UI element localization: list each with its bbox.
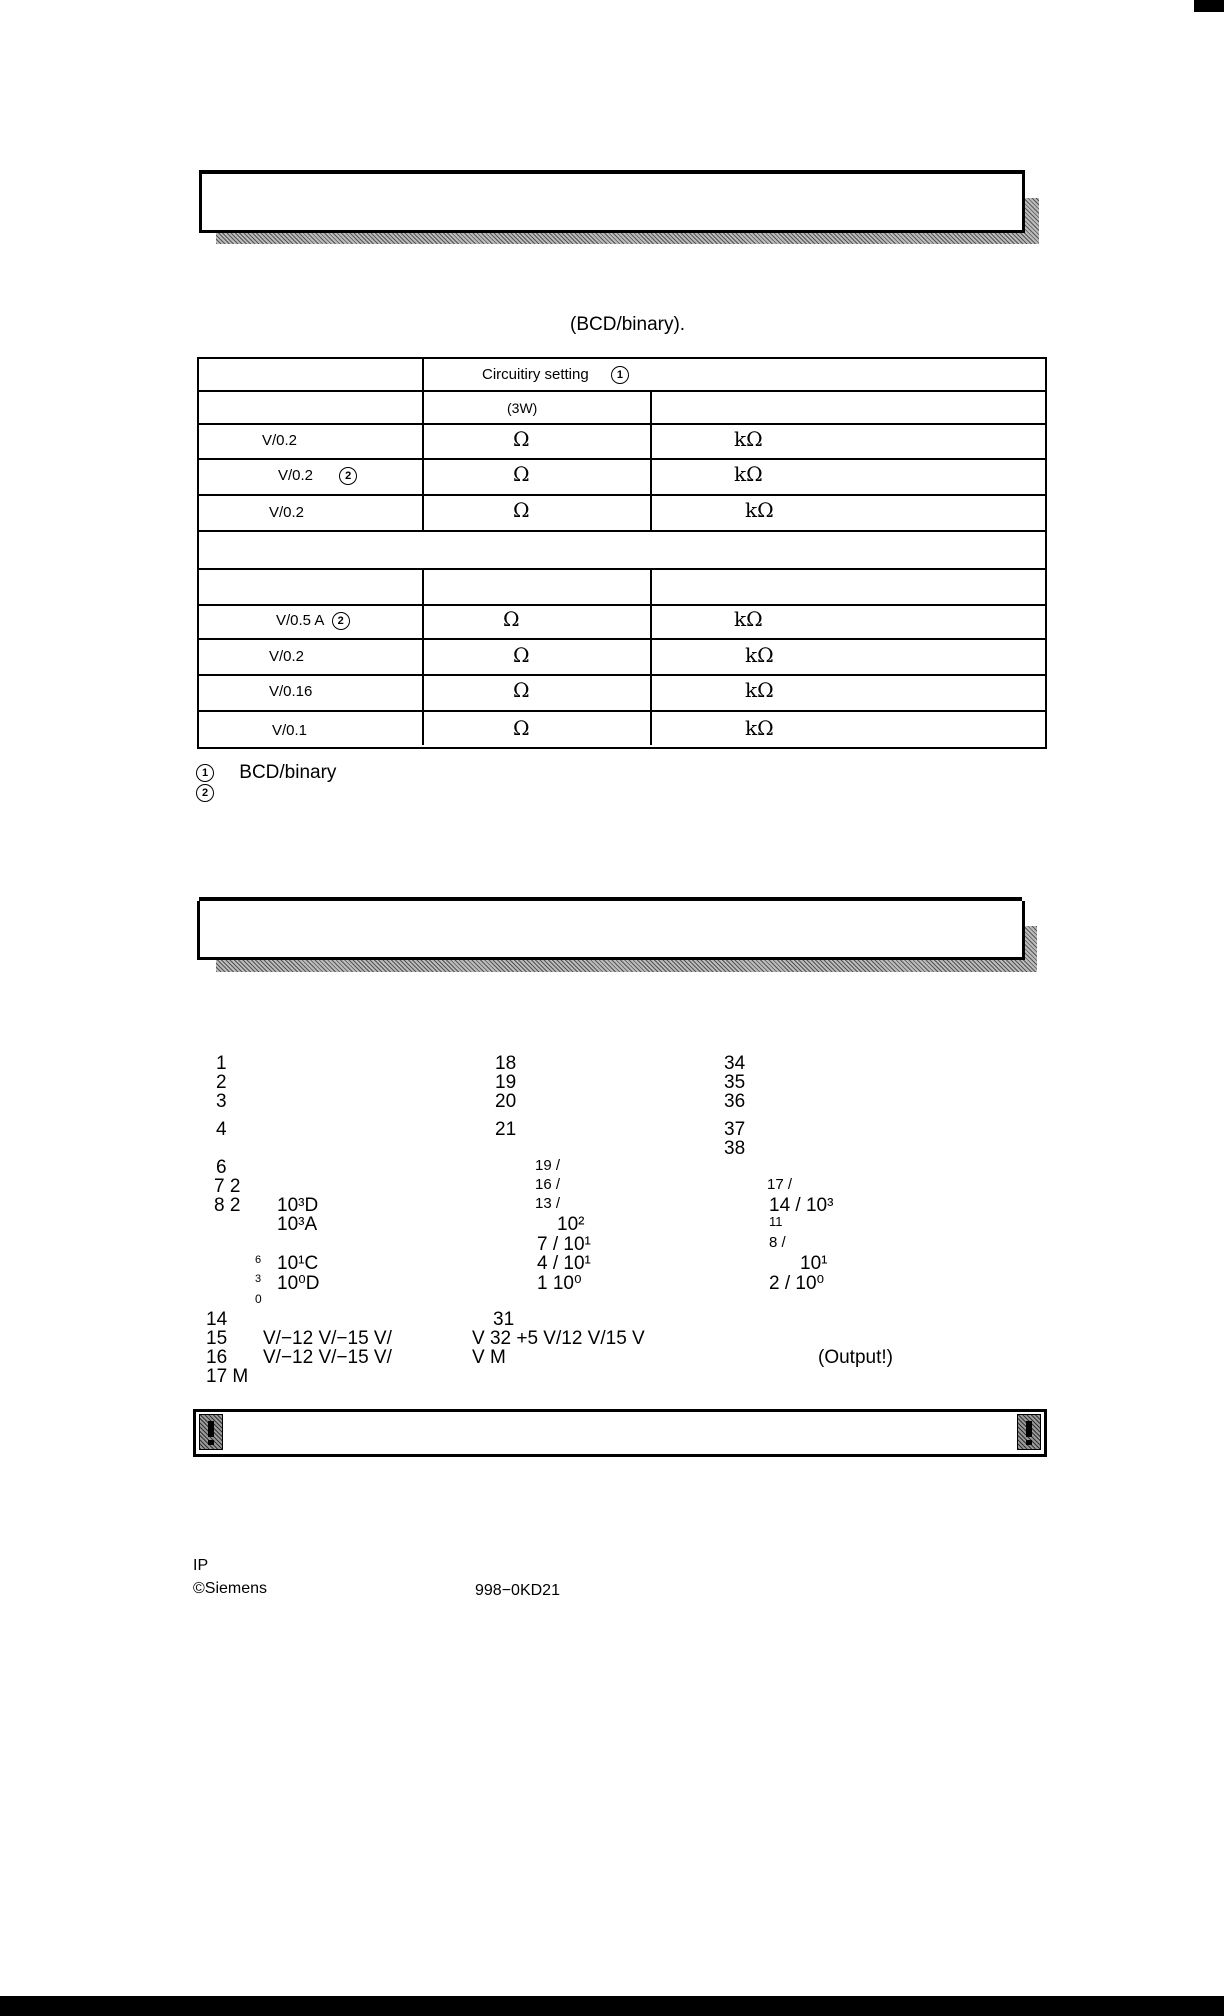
ohm-value: Ω — [513, 427, 530, 451]
row-label: V/0.1 — [272, 722, 308, 739]
footnote-1-marker: 1 — [611, 366, 629, 384]
pin-number: 4 — [216, 1119, 227, 1140]
kohm-value: kΩ — [745, 678, 774, 702]
pin-value: 11 — [769, 1214, 783, 1229]
row-label: V/0.2 — [269, 648, 305, 665]
ohm-value: Ω — [513, 643, 530, 667]
pin-value: 10² — [557, 1214, 585, 1235]
ohm-value: Ω — [513, 462, 530, 486]
pin-value: V/−12 V/−15 V/ — [263, 1347, 392, 1368]
pin-number: 3 — [216, 1091, 227, 1112]
pin-value: 0 — [255, 1292, 262, 1306]
footnote-2-marker: 2 — [196, 784, 214, 802]
pin-number: 16 — [206, 1347, 228, 1368]
row-label: V/0.5 A 2 — [276, 612, 350, 630]
pin-value: 1 10⁰ — [537, 1273, 582, 1294]
pin-value: 10⁰D — [277, 1273, 320, 1294]
pin-number: 18 — [495, 1053, 517, 1074]
pin-value: 8 / — [769, 1234, 786, 1251]
pin-value: 19 / — [535, 1157, 561, 1174]
pin-value: 7 / 10¹ — [537, 1234, 591, 1255]
pin-value: V 32 +5 V/12 V/15 V — [472, 1328, 645, 1349]
kohm-value: kΩ — [734, 607, 763, 631]
pin-number: 14 — [206, 1309, 228, 1330]
pin-value: 10¹C — [277, 1253, 319, 1274]
footnote-1-text: BCD/binary — [239, 762, 337, 783]
footer-ip: IP — [193, 1557, 209, 1574]
kohm-value: kΩ — [734, 462, 763, 486]
pin-number: 36 — [724, 1091, 746, 1112]
page-corner-mark — [1194, 0, 1224, 12]
pin-number: 17 M — [206, 1366, 249, 1387]
kohm-value: kΩ — [745, 498, 774, 522]
pin-value: 6 — [255, 1254, 262, 1266]
pin-number: 2 — [216, 1072, 227, 1093]
table-subheader: (3W) — [507, 400, 538, 416]
footnote-2-marker: 2 — [332, 612, 350, 630]
pin-number: 19 — [495, 1072, 517, 1093]
row-label: V/0.2 — [269, 504, 305, 521]
footer-copyright: ©Siemens — [193, 1580, 268, 1597]
footnote-1 — [196, 762, 336, 784]
pin-value: 10³A — [277, 1214, 318, 1235]
footer-order-number: 998−0KD21 — [475, 1582, 560, 1599]
pin-number: 21 — [495, 1119, 517, 1140]
kohm-value: kΩ — [745, 716, 774, 740]
row-label: V/0.16 — [269, 683, 313, 700]
footnote-1-marker: 1 — [196, 764, 214, 782]
pin-number: 37 — [724, 1119, 746, 1140]
footnote-2 — [196, 782, 214, 804]
ohm-value: Ω — [513, 678, 530, 702]
kohm-value: kΩ — [745, 643, 774, 667]
ohm-value: Ω — [513, 716, 530, 740]
pin-value: 17 / — [767, 1176, 793, 1193]
table-header-label: Circuitiry setting 1 — [482, 366, 629, 384]
pin-value: 10¹ — [800, 1253, 828, 1274]
ohm-value: Ω — [503, 607, 520, 631]
pin-value: V M — [472, 1347, 506, 1368]
pin-value: 13 / — [535, 1195, 561, 1212]
kohm-value: kΩ — [734, 427, 763, 451]
page-bottom-bar — [0, 1996, 1224, 2016]
pin-number: 34 — [724, 1053, 746, 1074]
warning-bar — [193, 1409, 1047, 1457]
pin-value: 4 / 10¹ — [537, 1253, 591, 1274]
pin-value: 3 — [255, 1273, 262, 1285]
pin-number: 1 — [216, 1053, 227, 1074]
pin-number: 15 — [206, 1328, 228, 1349]
warning-icon — [199, 1414, 223, 1450]
pin-value: 10³D — [277, 1195, 319, 1216]
warning-icon — [1017, 1414, 1041, 1450]
pin-number: 7 2 — [214, 1176, 241, 1197]
pin-value: 16 / — [535, 1176, 561, 1193]
pin-value: 2 / 10⁰ — [769, 1273, 825, 1294]
pin-number: 8 2 — [214, 1195, 241, 1216]
output-note: (Output!) — [818, 1347, 893, 1368]
pin-number: 38 — [724, 1138, 746, 1159]
pin-value: 14 / 10³ — [769, 1195, 834, 1216]
pin-value: V/−12 V/−15 V/ — [263, 1328, 392, 1349]
footnote-2-marker: 2 — [339, 467, 357, 485]
pin-number: 6 — [216, 1157, 227, 1178]
pin-number: 35 — [724, 1072, 746, 1093]
pin-number: 31 — [493, 1309, 515, 1330]
row-label: V/0.2 2 — [278, 467, 357, 485]
pin-number: 20 — [495, 1091, 517, 1112]
ohm-value: Ω — [513, 498, 530, 522]
intro-note: (BCD/binary). — [570, 314, 686, 335]
row-label: V/0.2 — [262, 432, 298, 449]
